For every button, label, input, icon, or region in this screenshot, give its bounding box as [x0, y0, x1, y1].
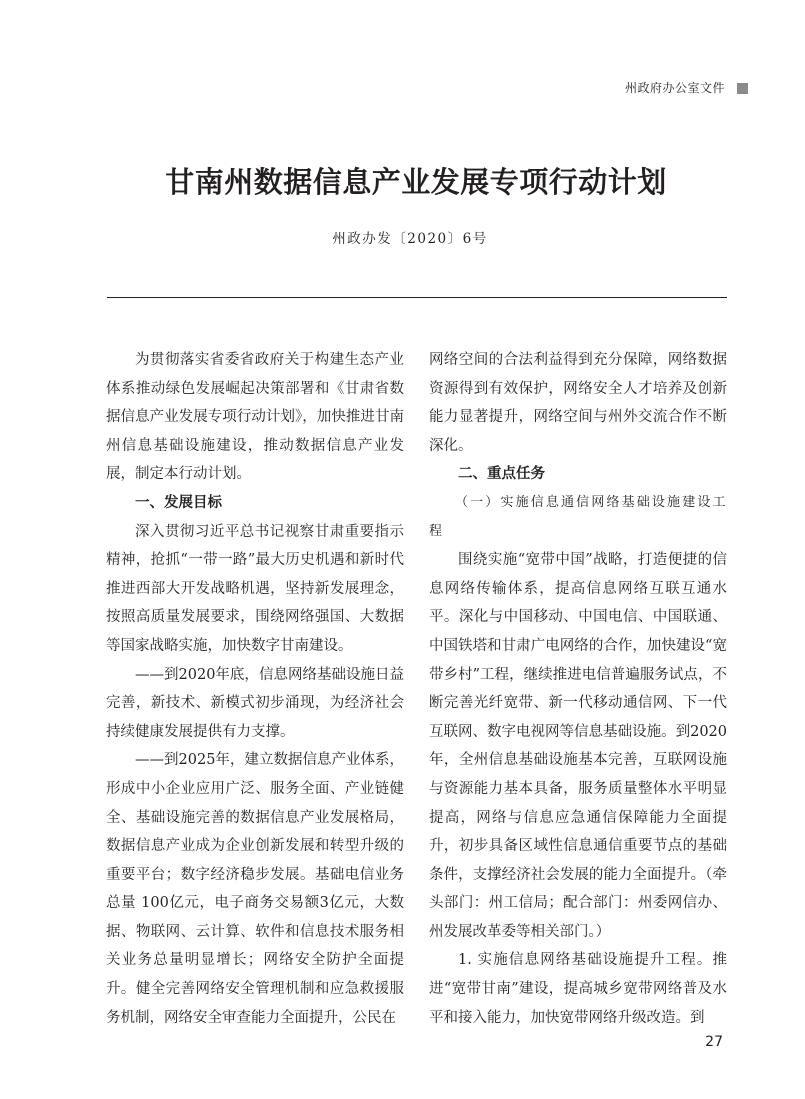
left-column [106, 346, 404, 1032]
subsection-heading-network: （一）实施信息通信网络基础设施建设工程 [429, 494, 727, 539]
header-marker-square [737, 83, 748, 94]
broadband-paragraph: 围绕实施“宽带中国”战略，打造便捷的信息网络传输体系，提高信息网络互联互通水平。深化与中国移动、中国电信、中国联通、中国铁塔和甘肃广电网络的合作，加快建设“宽带乡村”工程，继续推进电信普遍服务试点，不断完善光纤宽带、新一代移动通信网、下一代互联网、数字电视网等信息基础设施。到2020年，全州信息基础设施基本完善，互联网设施与资源能力基本具备，服务质量整体水平明显提高，网络与信息应急通信保障能力全面提升，初步具备区域性信息通信重要节点的基础条件，支撑经济社会发展的能力全面提升。（牵头部门：州工信局；配合部门：州委网信办、州发展改革委等相关部门。） [429, 552, 727, 940]
right-column [429, 346, 727, 1032]
section-heading-tasks: 二、重点任务 [458, 466, 545, 483]
goal-2025-paragraph: ——到2025年，建立数据信息产业体系，形成中小企业应用广泛、服务全面、产业链健全、基础设施完善的数据信息产业发展格局，数据信息产业成为企业创新发展和转型升级的重要平台；数字经济稳步发展。基础电信业务总量 100亿元，电子商务交易额3亿元，大数据、物联网、云计算、软件和信息技术服务相关业务总量明显增长；网络安全防护全面提升。健全完善网络安全管理机制和应急救援服务机制，网络安全审查能力全面提升，公民在 [106, 752, 404, 1026]
item-1-paragraph: 1. 实施信息网络基础设施提升工程。推进“宽带甘南”建设，提高城乡宽带网络普及水平和接入能力，加快宽带网络升级改造。到 [429, 952, 727, 1026]
goals-paragraph: 深入贯彻习近平总书记视察甘肃重要指示精神，抢抓“一带一路”最大历史机遇和新时代推进西部大开发战略机遇，坚持新发展理念，按照高质量发展要求，围绕网络强国、大数据等国家战略实施，加快数字甘南建设。 [106, 523, 404, 654]
continued-paragraph: 网络空间的合法利益得到充分保障，网络数据资源得到有效保护，网络安全人才培养及创新能力显著提升，网络空间与州外交流合作不断深化。 [429, 352, 727, 454]
intro-paragraph: 为贯彻落实省委省政府关于构建生态产业体系推动绿色发展崛起决策部署和《甘肃省数据信息产业发展专项行动计划》，加快推进甘南州信息基础设施建设，推动数据信息产业发展，制定本行动计划。 [106, 352, 404, 483]
document-title: 甘南州数据信息产业发展专项行动计划 [165, 165, 667, 199]
section-header-label: 州政府办公室文件 [624, 81, 725, 95]
section-heading-goals: 一、发展目标 [135, 494, 222, 511]
document-number: 州政办发〔2020〕6号 [332, 231, 488, 247]
page-number: 27 [705, 1034, 723, 1050]
title-divider [107, 297, 727, 298]
goal-2020-paragraph: ——到2020年底，信息网络基础设施日益完善，新技术、新模式初步涌现，为经济社会持续健康发展提供有力支撑。 [106, 666, 404, 740]
